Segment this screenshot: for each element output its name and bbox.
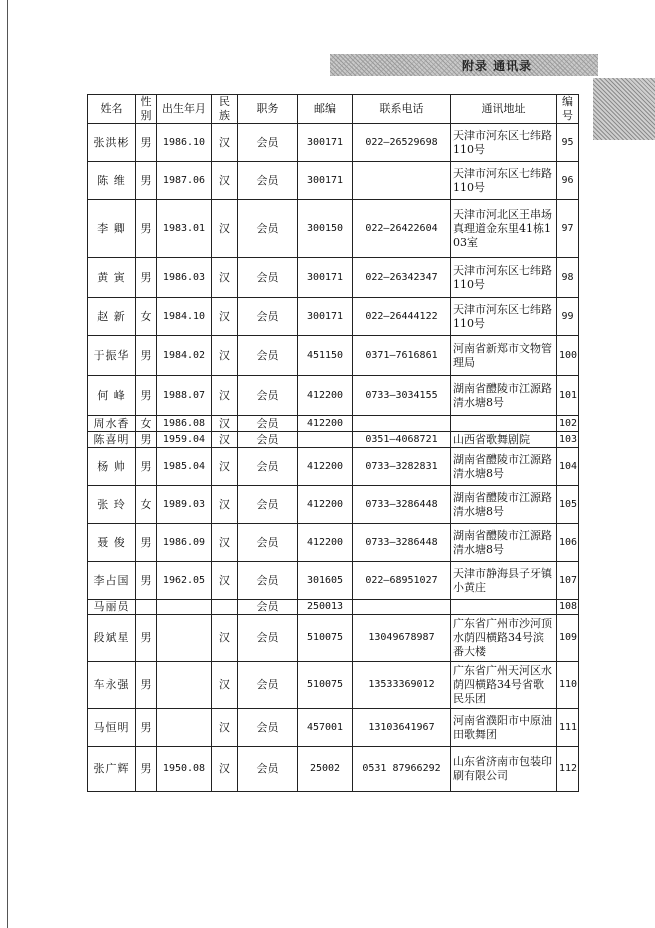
- phone-cell: [353, 416, 451, 432]
- entry-number-cell: 99: [557, 298, 579, 336]
- phone-cell: 13049678987: [353, 615, 451, 662]
- table-row: [88, 432, 579, 448]
- entry-number-cell: 103: [557, 432, 579, 448]
- gender-cell: 男: [136, 448, 157, 486]
- name-cell: 李 卿: [88, 200, 136, 258]
- name-cell: 张广辉: [88, 747, 136, 792]
- role-cell: 会员: [238, 336, 298, 376]
- phone-cell: 13103641967: [353, 709, 451, 747]
- zip-code-cell: 412200: [298, 486, 353, 524]
- birth-date-cell: 1989.03: [157, 486, 212, 524]
- table-row: [88, 662, 579, 709]
- birth-header: 出生年月: [157, 95, 212, 124]
- ethnicity-cell: 汉: [212, 162, 238, 200]
- address-cell: 天津市静海县子牙镇小黄庄: [451, 562, 557, 600]
- zip-code-cell: 457001: [298, 709, 353, 747]
- entry-number-cell: 97: [557, 200, 579, 258]
- gender-header: 性别: [136, 95, 157, 124]
- address-cell: 湖南省醴陵市江源路清水塘8号: [451, 486, 557, 524]
- address-cell: 山西省歌舞剧院: [451, 432, 557, 448]
- zip-code-cell: 300171: [298, 124, 353, 162]
- birth-date-cell: 1986.08: [157, 416, 212, 432]
- gender-cell: 女: [136, 486, 157, 524]
- phone-cell: 0733—3034155: [353, 376, 451, 416]
- phone-cell: 022—26422604: [353, 200, 451, 258]
- role-cell: 会员: [238, 258, 298, 298]
- running-header-title: 附录 通讯录: [462, 59, 533, 73]
- page-edge-rule: [7, 0, 8, 928]
- corner-thumb-tab: [593, 78, 655, 140]
- gender-cell: 男: [136, 747, 157, 792]
- ethnic-header: 民族: [212, 95, 238, 124]
- role-cell: 会员: [238, 298, 298, 336]
- address-cell: 湖南省醴陵市江源路清水塘8号: [451, 376, 557, 416]
- phone-cell: [353, 162, 451, 200]
- ethnicity-cell: 汉: [212, 200, 238, 258]
- birth-date-cell: 1962.05: [157, 562, 212, 600]
- birth-date-cell: 1984.02: [157, 336, 212, 376]
- phone-cell: 13533369012: [353, 662, 451, 709]
- zip-code-cell: [298, 432, 353, 448]
- ethnicity-cell: 汉: [212, 486, 238, 524]
- name-cell: 周水香: [88, 416, 136, 432]
- entry-number-cell: 108: [557, 600, 579, 615]
- table-row: [88, 486, 579, 524]
- table-row: [88, 524, 579, 562]
- entry-number-cell: 98: [557, 258, 579, 298]
- table-row: [88, 336, 579, 376]
- address-header: 通讯地址: [451, 95, 557, 124]
- entry-number-cell: 101: [557, 376, 579, 416]
- ethnicity-cell: 汉: [212, 416, 238, 432]
- role-cell: 会员: [238, 376, 298, 416]
- entry-number-cell: 106: [557, 524, 579, 562]
- role-cell: 会员: [238, 432, 298, 448]
- gender-cell: 男: [136, 562, 157, 600]
- zip-code-cell: 300171: [298, 258, 353, 298]
- zip-header: 邮编: [298, 95, 353, 124]
- birth-date-cell: 1950.08: [157, 747, 212, 792]
- table-row: [88, 615, 579, 662]
- role-cell: 会员: [238, 709, 298, 747]
- zip-code-cell: 412200: [298, 524, 353, 562]
- entry-number-cell: 111: [557, 709, 579, 747]
- birth-date-cell: 1985.04: [157, 448, 212, 486]
- ethnicity-cell: 汉: [212, 562, 238, 600]
- name-cell: 陈 维: [88, 162, 136, 200]
- role-header: 职务: [238, 95, 298, 124]
- gender-cell: 男: [136, 124, 157, 162]
- name-cell: 陈喜明: [88, 432, 136, 448]
- zip-code-cell: 412200: [298, 416, 353, 432]
- name-header: 姓名: [88, 95, 136, 124]
- table-row: [88, 448, 579, 486]
- table-header-row: [88, 95, 579, 124]
- phone-cell: 0733—3282831: [353, 448, 451, 486]
- address-cell: 广东省广州天河区水荫四横路34号省歌民乐团: [451, 662, 557, 709]
- ethnicity-cell: 汉: [212, 615, 238, 662]
- ethnicity-cell: 汉: [212, 336, 238, 376]
- birth-date-cell: 1986.03: [157, 258, 212, 298]
- role-cell: 会员: [238, 162, 298, 200]
- table-row: [88, 416, 579, 432]
- address-cell: 天津市河东区七纬路110号: [451, 162, 557, 200]
- entry-number-cell: 105: [557, 486, 579, 524]
- zip-code-cell: 301605: [298, 562, 353, 600]
- address-cell: [451, 600, 557, 615]
- number-header: 编号: [557, 95, 579, 124]
- address-cell: [451, 416, 557, 432]
- zip-code-cell: 25002: [298, 747, 353, 792]
- table-row: [88, 258, 579, 298]
- birth-date-cell: 1986.09: [157, 524, 212, 562]
- address-cell: 天津市河东区七纬路110号: [451, 298, 557, 336]
- gender-cell: 男: [136, 200, 157, 258]
- gender-cell: 女: [136, 298, 157, 336]
- table-body: [88, 124, 579, 792]
- ethnicity-cell: 汉: [212, 298, 238, 336]
- name-cell: 段斌星: [88, 615, 136, 662]
- name-cell: 张洪彬: [88, 124, 136, 162]
- phone-cell: 0733—3286448: [353, 486, 451, 524]
- zip-code-cell: 510075: [298, 615, 353, 662]
- ethnicity-cell: 汉: [212, 376, 238, 416]
- gender-cell: 男: [136, 615, 157, 662]
- ethnicity-cell: [212, 600, 238, 615]
- birth-date-cell: 1988.07: [157, 376, 212, 416]
- ethnicity-cell: 汉: [212, 448, 238, 486]
- address-cell: 天津市河北区王串场真理道金东里41栋103室: [451, 200, 557, 258]
- table-row: [88, 124, 579, 162]
- birth-date-cell: [157, 662, 212, 709]
- zip-code-cell: 300171: [298, 162, 353, 200]
- entry-number-cell: 100: [557, 336, 579, 376]
- role-cell: 会员: [238, 416, 298, 432]
- ethnicity-cell: 汉: [212, 709, 238, 747]
- ethnicity-cell: 汉: [212, 747, 238, 792]
- ethnicity-cell: 汉: [212, 662, 238, 709]
- ethnicity-cell: 汉: [212, 124, 238, 162]
- birth-date-cell: 1983.01: [157, 200, 212, 258]
- address-cell: 河南省新郑市文物管理局: [451, 336, 557, 376]
- phone-cell: 022—68951027: [353, 562, 451, 600]
- name-cell: 马丽员: [88, 600, 136, 615]
- gender-cell: 男: [136, 258, 157, 298]
- birth-date-cell: [157, 709, 212, 747]
- birth-date-cell: 1959.04: [157, 432, 212, 448]
- table-row: [88, 709, 579, 747]
- phone-cell: 022—26529698: [353, 124, 451, 162]
- zip-code-cell: 300150: [298, 200, 353, 258]
- gender-cell: 男: [136, 709, 157, 747]
- zip-code-cell: 451150: [298, 336, 353, 376]
- birth-date-cell: 1987.06: [157, 162, 212, 200]
- name-cell: 于振华: [88, 336, 136, 376]
- entry-number-cell: 109: [557, 615, 579, 662]
- role-cell: 会员: [238, 486, 298, 524]
- role-cell: 会员: [238, 615, 298, 662]
- phone-cell: [353, 600, 451, 615]
- table-row: [88, 298, 579, 336]
- birth-date-cell: [157, 600, 212, 615]
- role-cell: 会员: [238, 448, 298, 486]
- role-cell: 会员: [238, 200, 298, 258]
- member-directory-table: [87, 94, 579, 792]
- gender-cell: 男: [136, 376, 157, 416]
- table-row: [88, 562, 579, 600]
- role-cell: 会员: [238, 747, 298, 792]
- gender-cell: 男: [136, 432, 157, 448]
- phone-cell: 022—26342347: [353, 258, 451, 298]
- table-row: [88, 162, 579, 200]
- table-row: [88, 600, 579, 615]
- name-cell: 马恒明: [88, 709, 136, 747]
- phone-header: 联系电话: [353, 95, 451, 124]
- role-cell: 会员: [238, 562, 298, 600]
- gender-cell: 男: [136, 336, 157, 376]
- entry-number-cell: 110: [557, 662, 579, 709]
- entry-number-cell: 104: [557, 448, 579, 486]
- role-cell: 会员: [238, 662, 298, 709]
- address-cell: 广东省广州市沙河顶水荫四横路34号滨番大楼: [451, 615, 557, 662]
- phone-cell: 0371—7616861: [353, 336, 451, 376]
- name-cell: 何 峰: [88, 376, 136, 416]
- role-cell: 会员: [238, 524, 298, 562]
- entry-number-cell: 107: [557, 562, 579, 600]
- role-cell: 会员: [238, 600, 298, 615]
- address-cell: 天津市河东区七纬路110号: [451, 258, 557, 298]
- gender-cell: 女: [136, 416, 157, 432]
- zip-code-cell: 300171: [298, 298, 353, 336]
- gender-cell: 男: [136, 662, 157, 709]
- ethnicity-cell: 汉: [212, 432, 238, 448]
- name-cell: 车永强: [88, 662, 136, 709]
- name-cell: 杨 帅: [88, 448, 136, 486]
- zip-code-cell: 250013: [298, 600, 353, 615]
- zip-code-cell: 412200: [298, 448, 353, 486]
- name-cell: 黄 寅: [88, 258, 136, 298]
- gender-cell: 男: [136, 524, 157, 562]
- role-cell: 会员: [238, 124, 298, 162]
- address-cell: 山东省济南市包装印刷有限公司: [451, 747, 557, 792]
- name-cell: 张 玲: [88, 486, 136, 524]
- phone-cell: 0531 87966292: [353, 747, 451, 792]
- birth-date-cell: [157, 615, 212, 662]
- address-cell: 天津市河东区七纬路110号: [451, 124, 557, 162]
- name-cell: 赵 新: [88, 298, 136, 336]
- entry-number-cell: 112: [557, 747, 579, 792]
- ethnicity-cell: 汉: [212, 524, 238, 562]
- gender-cell: 男: [136, 162, 157, 200]
- gender-cell: [136, 600, 157, 615]
- address-cell: 河南省濮阳市中原油田歌舞团: [451, 709, 557, 747]
- entry-number-cell: 102: [557, 416, 579, 432]
- zip-code-cell: 412200: [298, 376, 353, 416]
- table-row: [88, 747, 579, 792]
- entry-number-cell: 96: [557, 162, 579, 200]
- phone-cell: 0351—4068721: [353, 432, 451, 448]
- address-cell: 湖南省醴陵市江源路清水塘8号: [451, 524, 557, 562]
- zip-code-cell: 510075: [298, 662, 353, 709]
- name-cell: 聂 俊: [88, 524, 136, 562]
- phone-cell: 022—26444122: [353, 298, 451, 336]
- name-cell: 李占国: [88, 562, 136, 600]
- birth-date-cell: 1984.10: [157, 298, 212, 336]
- entry-number-cell: 95: [557, 124, 579, 162]
- table-row: [88, 376, 579, 416]
- birth-date-cell: 1986.10: [157, 124, 212, 162]
- phone-cell: 0733—3286448: [353, 524, 451, 562]
- table-row: [88, 200, 579, 258]
- address-cell: 湖南省醴陵市江源路清水塘8号: [451, 448, 557, 486]
- ethnicity-cell: 汉: [212, 258, 238, 298]
